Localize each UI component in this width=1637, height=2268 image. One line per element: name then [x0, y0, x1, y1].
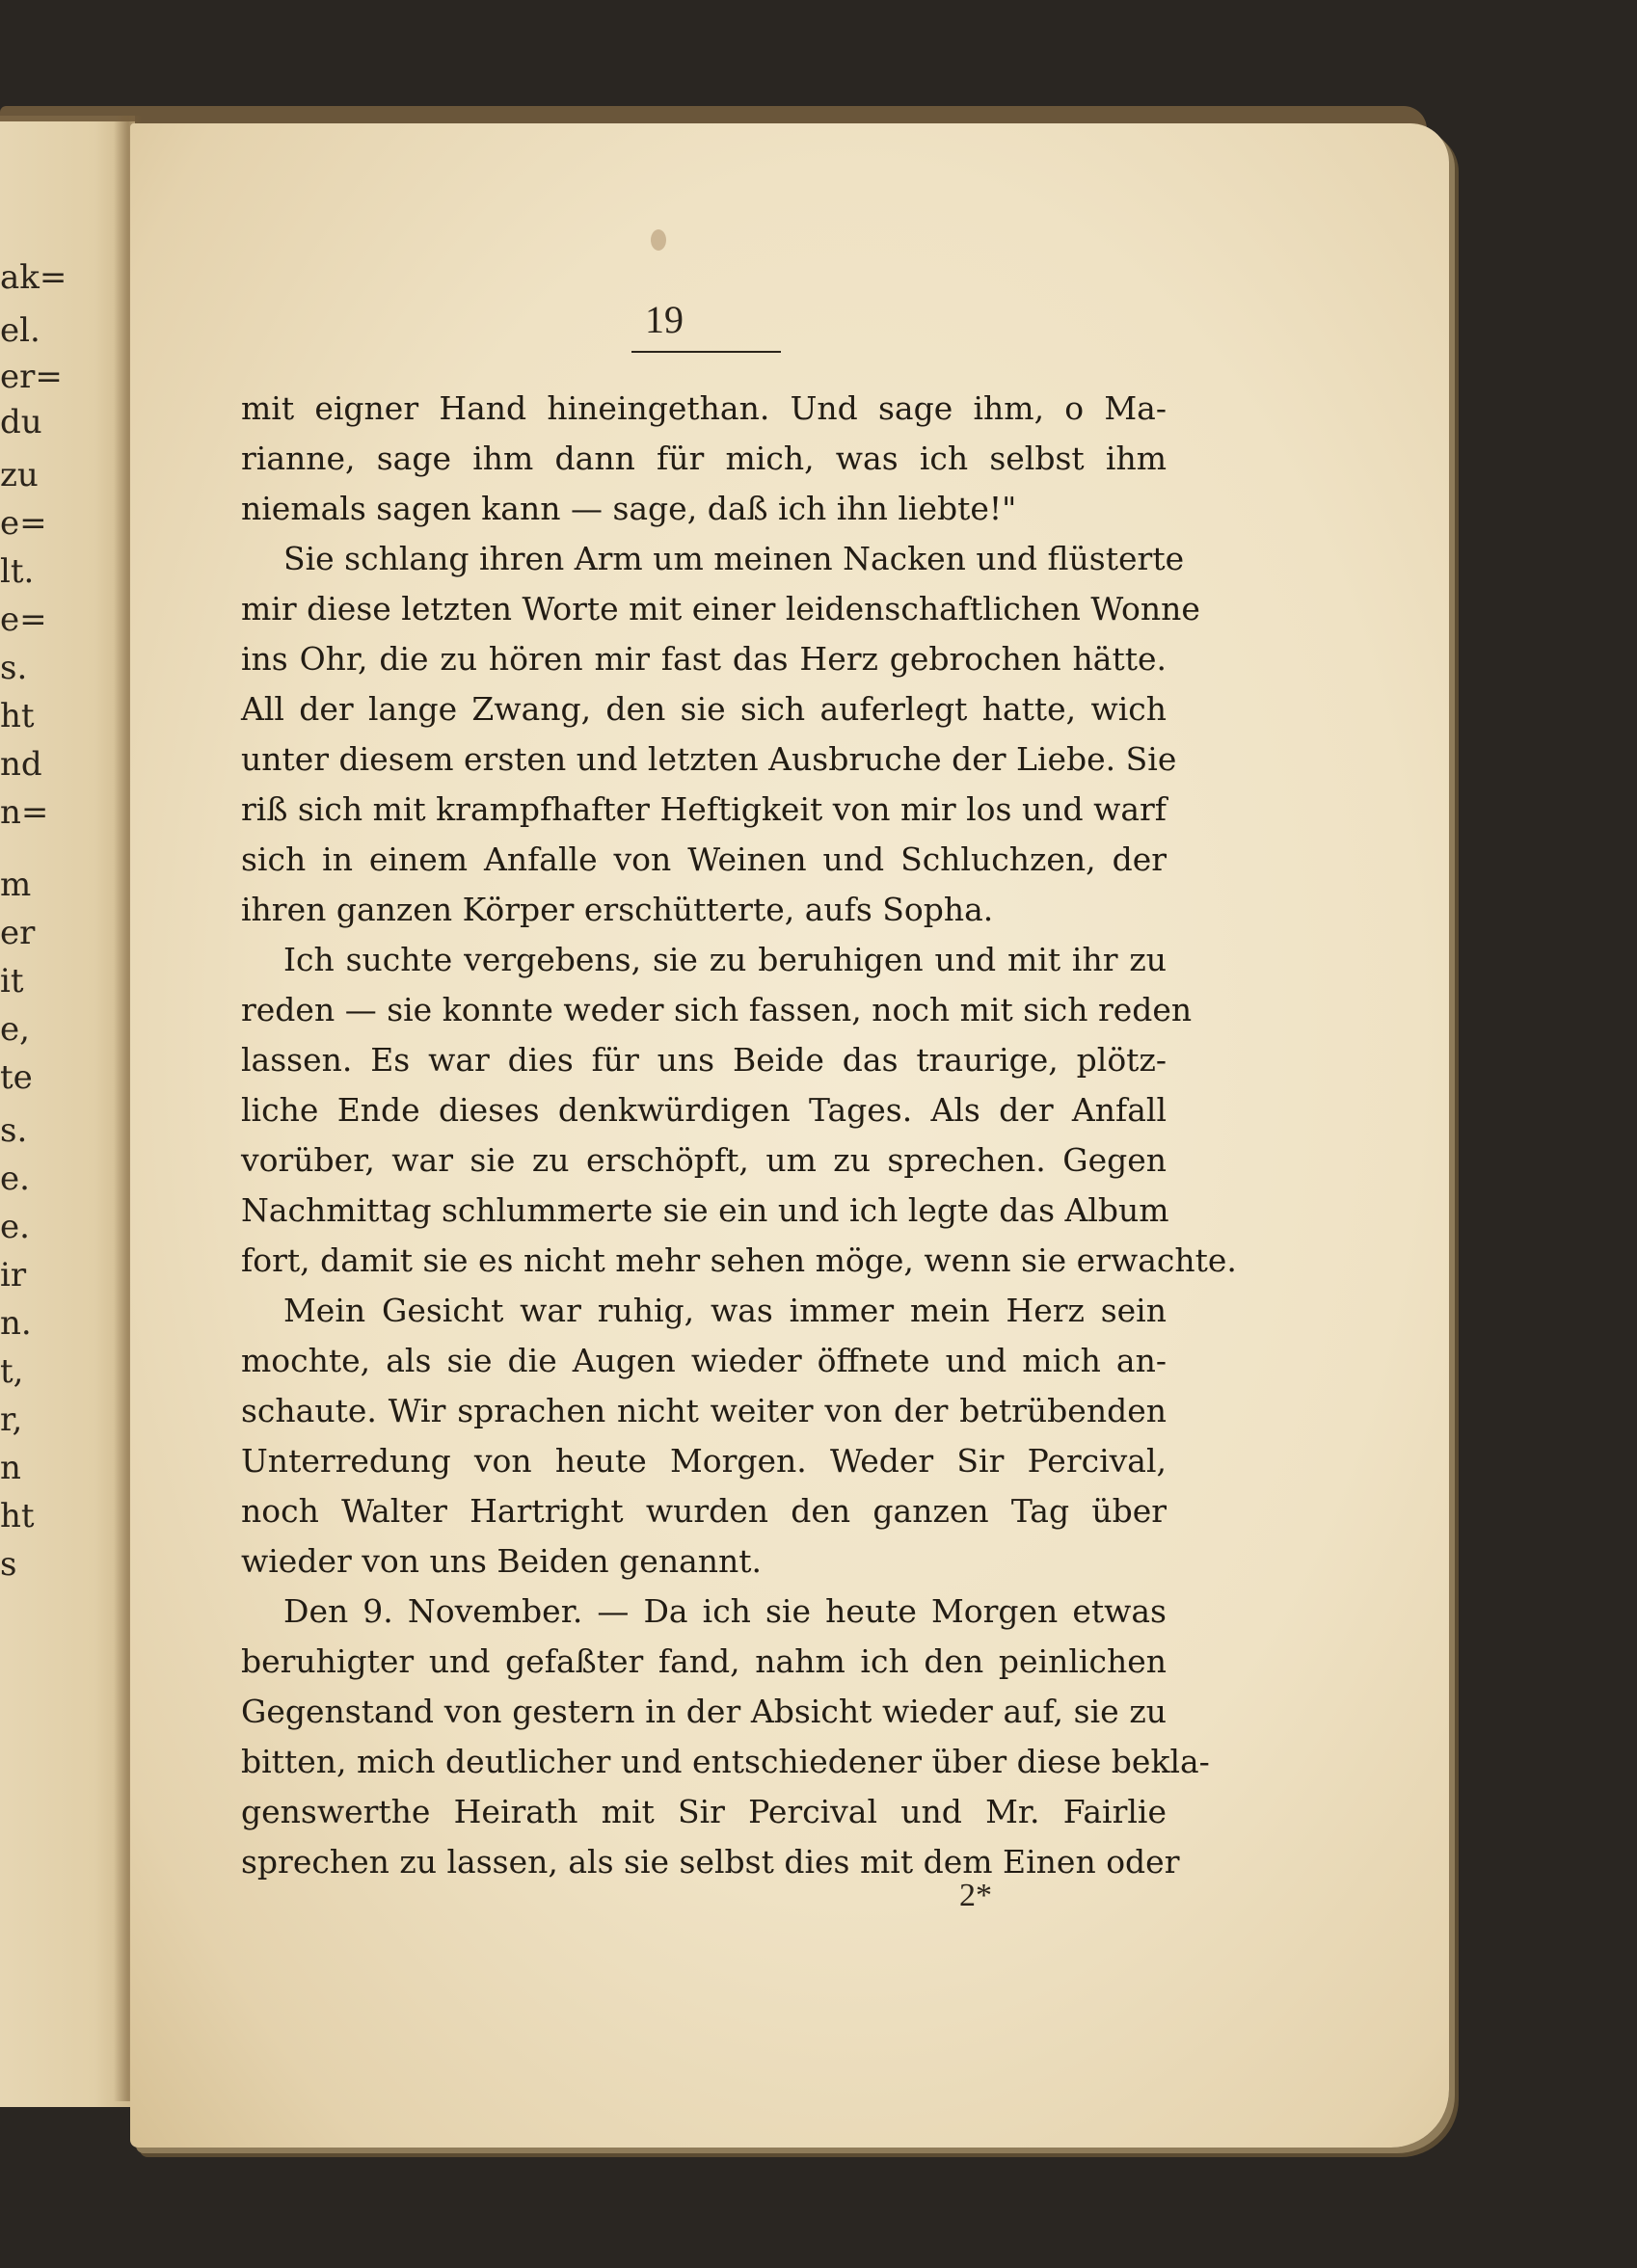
left-page-fragment: t, [0, 1352, 24, 1391]
left-page-fragment: s. [0, 1111, 28, 1150]
left-page-fragment: s [0, 1545, 17, 1584]
left-page-fragment: e= [0, 600, 47, 639]
left-page-fragment: ht [0, 697, 35, 735]
text-line: Den 9. November. — Da ich sie heute Morgen etwas [283, 1592, 1167, 1630]
left-page-fragment: lt. [0, 552, 35, 591]
text-line: unter diesem ersten und letzten Ausbruche der Liebe. Sie [241, 740, 1177, 778]
signature-mark: 2* [959, 1878, 992, 1913]
text-line: mir diese letzten Worte mit einer leidenschaftlichen Wonne [241, 590, 1200, 627]
text-line: sich in einem Anfalle von Weinen und Schluchzen, der [241, 840, 1167, 878]
text-line: fort, damit sie es nicht mehr sehen möge, wenn sie erwachte. [241, 1241, 1237, 1279]
text-line: bitten, mich deutlicher und entschiedener über diese bekla- [241, 1743, 1210, 1780]
left-page-fragment: n= [0, 793, 49, 832]
text-line: vorüber, war sie zu erschöpft, um zu sprechen. Gegen [241, 1141, 1167, 1179]
left-page-fragment: n. [0, 1304, 32, 1343]
text-line: Unterredung von heute Morgen. Weder Sir Percival, [241, 1442, 1167, 1480]
text-line: Ich suchte vergebens, sie zu beruhigen und mit ihr zu [283, 941, 1167, 978]
left-page-fragment: s. [0, 649, 28, 687]
text-line: ins Ohr, die zu hören mir fast das Herz gebrochen hätte. [241, 640, 1167, 678]
left-page-fragment: it [0, 962, 24, 1001]
left-page-fragment: te [0, 1058, 33, 1097]
left-page-fragment: n [0, 1449, 21, 1487]
text-line: schaute. Wir sprachen nicht weiter von der betrübenden [241, 1392, 1167, 1429]
text-line: mochte, als sie die Augen wieder öffnete und mich an- [241, 1342, 1167, 1379]
left-page-fragment: e, [0, 1010, 30, 1049]
text-line: liche Ende dieses denkwürdigen Tages. Als der Anfall [241, 1091, 1167, 1129]
left-page-fragment: zu [0, 456, 39, 494]
left-page-fragment: er [0, 914, 36, 952]
text-line: rianne, sage ihm dann für mich, was ich selbst ihm [241, 440, 1167, 477]
text-line: genswerthe Heirath mit Sir Percival und Mr. Fairlie [241, 1793, 1167, 1830]
left-page-fragment: du [0, 403, 42, 441]
text-line: All der lange Zwang, den sie sich auferlegt hatte, wich [241, 690, 1167, 728]
left-page-fragment: el. [0, 311, 40, 350]
text-line: ihren ganzen Körper erschütterte, aufs Sopha. [241, 891, 994, 928]
left-page-fragment: ht [0, 1497, 35, 1535]
left-page-fragment: e. [0, 1208, 30, 1246]
text-line: wieder von uns Beiden genannt. [241, 1542, 763, 1580]
text-line: sprechen zu lassen, als sie selbst dies mit dem Einen oder [241, 1843, 1180, 1881]
left-page-fragment: er= [0, 358, 63, 396]
text-line: reden — sie konnte weder sich fassen, noch mit sich reden [241, 991, 1193, 1028]
text-line: lassen. Es war dies für uns Beide das traurige, plötz- [241, 1041, 1167, 1079]
left-page-fragment: e. [0, 1160, 30, 1198]
text-line: Nachmittag schlummerte sie ein und ich legte das Album [241, 1191, 1169, 1229]
page-number: 19 [645, 298, 684, 341]
left-page-fragment: ak= [0, 258, 67, 297]
text-line: riß sich mit krampfhafter Heftigkeit von mir los und warf [241, 790, 1167, 828]
text-line: noch Walter Hartright wurden den ganzen Tag über [241, 1492, 1167, 1530]
text-line: niemals sagen kann — sage, daß ich ihn liebte!" [241, 490, 1017, 527]
text-line: beruhigter und gefaßter fand, nahm ich den peinlichen [241, 1642, 1167, 1680]
left-page-fragment: ir [0, 1256, 27, 1294]
body-text [241, 384, 1237, 1887]
page-number-rule [631, 351, 781, 353]
left-page-fragment: nd [0, 745, 42, 784]
text-line: Mein Gesicht war ruhig, was immer mein Herz sein [283, 1292, 1167, 1329]
page-stain [651, 229, 666, 251]
left-page-fragment: m [0, 866, 32, 904]
text-line: mit eigner Hand hineingethan. Und sage ihm, o Ma- [241, 389, 1167, 427]
left-page-fragment: e= [0, 504, 47, 543]
right-page [130, 123, 1449, 2148]
text-line: Gegenstand von gestern in der Absicht wieder auf, sie zu [241, 1693, 1167, 1730]
text-line: Sie schlang ihren Arm um meinen Nacken und flüsterte [283, 540, 1185, 577]
left-page-fragment: r, [0, 1401, 23, 1439]
